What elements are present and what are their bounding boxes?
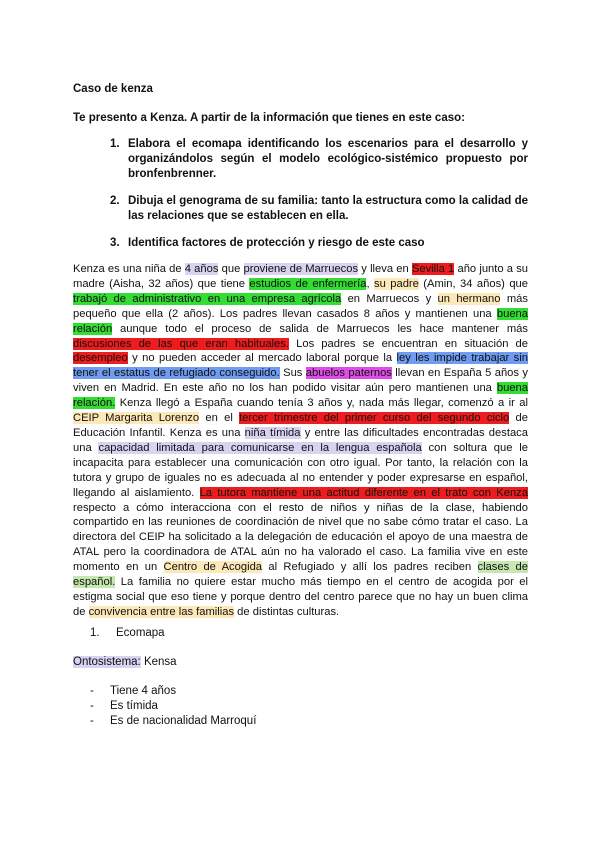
task-1 [110,137,528,182]
task-text: Identifica factores de protección y riesgo de este caso [128,237,425,249]
list-item-text: Es tímida [110,700,158,712]
highlighted-phrase: buena relación. [73,382,528,410]
text-run: con soltura que le incapacita para establecer una comunicación con otro igual. Por tanto, la relación con la tutora y grupo de iguales no es adecuada al no entender y poder expresarse en español, llegando al aislamiento. [73,441,528,499]
section-label: Ecomapa [116,627,165,639]
text-run: al Refugiado y allí los padres reciben [262,561,478,574]
text-run: y lleva en [358,263,412,275]
task-number: 1. [110,138,120,150]
highlighted-phrase: Sevilla 1 [411,263,455,275]
list-item [90,685,176,697]
list-item [90,700,158,712]
ontosistema-line [73,656,177,668]
text-run: y entre las dificultades encontradas destaca una [73,426,528,454]
text-run: año junto a su madre (Aisha, 32 años) que tiene [73,263,529,290]
text-run: Los padres se encuentran en situación de [289,337,528,350]
task-number: 3. [110,237,120,249]
text-run: en Marruecos y [341,292,438,305]
highlighted-phrase: trabajó de administrativo en una empresa agrícola [73,292,342,305]
text-run: llevan en España 5 años y viven en Madrid. En este año no los han podido visitar aún pero mantienen una [73,367,528,395]
bullet-dash: - [90,700,94,712]
highlighted-phrase: Centro de Acogida [163,561,263,574]
highlighted-phrase: tercer trimestre del primer curso del segundo ciclo [239,412,510,425]
task-3 [110,236,528,251]
highlighted-phrase: estudios de enfermería [249,277,367,290]
text-run: más pequeño que ella (2 años). Los padres llevan casados 8 años y mantienen una [73,292,528,320]
text-run: y no pueden acceder al mercado laboral porque la [127,352,397,365]
highlighted-phrase: abuelos paternos [305,367,392,380]
highlighted-phrase: desempleo [73,352,128,365]
list-item-text: Tiene 4 años [110,685,177,697]
highlighted-phrase: su padre [374,277,419,290]
task-number: 2. [110,195,120,207]
ontosistema-label: Ontosistema: [73,656,141,668]
intro-text: Te presento a Kenza. A partir de la información que tienes en este caso: [73,112,465,124]
section-heading-ecomapa [90,627,165,639]
text-run: Sus [279,367,306,380]
highlighted-phrase: buena relación [73,307,528,335]
text-run: Kenza es una niña de [73,263,185,275]
case-description-paragraph [73,262,528,620]
highlighted-phrase: ley les impide trabajar sin tener el estatus de refugiado conseguido. [73,352,528,380]
highlighted-phrase: 4 años [184,263,219,275]
text-run: de distintas culturas. [234,605,340,618]
highlighted-phrase: discusiones de las que eran habituales. [73,337,290,350]
text-run: de Educación Infantil. Kenza es una [73,412,528,439]
text-run: aunque todo el proceso de salida de Marruecos les hace mantener más [112,322,528,335]
bullet-dash: - [90,715,94,727]
highlighted-phrase: La tutora mantiene una actitud diferente en el trato con Kenza [199,486,528,499]
highlighted-phrase: convivencia entre las familias [88,605,235,618]
task-text: Dibuja el genograma de su familia: tanto la estructura como la calidad de las relaciones que se establecen en ella. [128,195,528,222]
highlighted-phrase: un hermano [437,292,501,305]
list-item [90,715,256,727]
text-run: respecto a cómo interacciona con el resto de niños y niñas de la clase, habiendo compartido en las reuniones de coordinación de nivel que no sabe cómo tratar el caso. La directora del CEIP ha solicitado a la delegación de educación el apoyo de una maestra de ATAL pero la coordinadora de ATAL aún no ha valorado el caso. La familia vive en este momento en un [73,501,528,574]
text-run: Kenza llegó a España cuando tenía 3 años y, nada más llegar, comenzó a ir al [115,397,528,410]
case-title: Caso de kenza [73,83,153,95]
text-run: que [218,263,244,275]
bullet-dash: - [90,685,94,697]
task-2 [110,194,528,224]
task-text: Elabora el ecomapa identificando los escenarios para el desarrollo y organizándolos según el modelo ecológico-sistémico propuesto por bronfenbrenner. [128,138,528,180]
text-run: (Amin, 34 años) que [418,277,528,290]
section-number: 1. [90,627,100,639]
text-run: La familia no quiere estar mucho más tiempo en el centro de acogida por el estigma social que eso tiene y porque dentro del centro parece que no hay un buen clima de [73,576,528,618]
highlighted-phrase: proviene de Marruecos [243,263,359,275]
highlighted-phrase: CEIP Margarita Lorenzo [73,412,200,425]
highlighted-phrase: capacidad limitada para comunicarse en la lengua española [98,441,422,454]
list-item-text: Es de nacionalidad Marroquí [110,715,257,727]
text-run: , [366,277,375,290]
ontosistema-value: Kensa [140,656,177,668]
highlighted-phrase: clases de español. [73,561,528,589]
highlighted-phrase: niña tímida [244,426,301,439]
text-run: en el [199,412,240,425]
